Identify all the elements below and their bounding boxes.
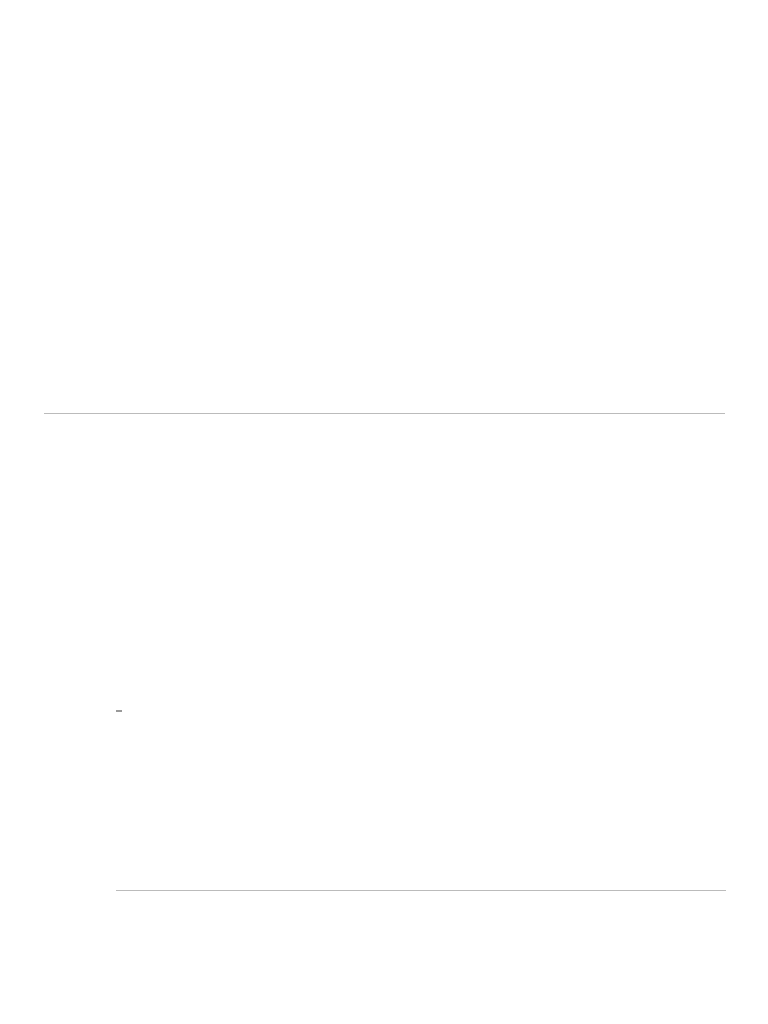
quick-reference-table xyxy=(116,710,122,712)
section-divider xyxy=(44,413,725,414)
key-facts-divider xyxy=(116,890,726,891)
